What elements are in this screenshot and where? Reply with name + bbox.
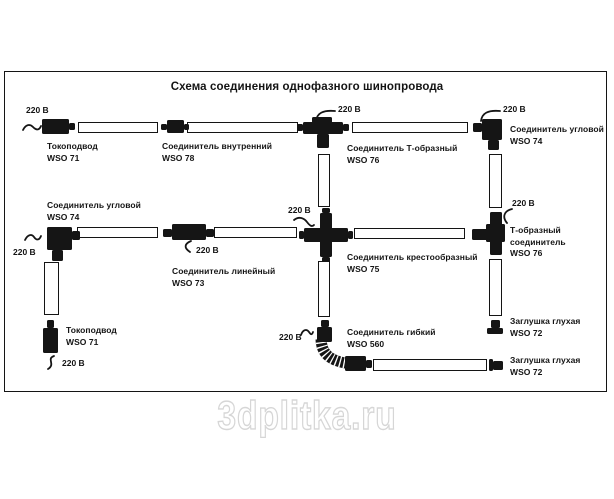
track-segment [187,122,298,133]
component-code: WSO 75 [347,263,380,274]
connector-body [172,224,206,240]
voltage-label: 220 В [62,358,85,368]
wire-squiggle-icon [300,327,314,338]
connector-nub [348,231,353,239]
connector-body [317,327,332,342]
connector-body [345,356,366,371]
connector-nub [184,124,189,130]
connector-stem [488,140,499,150]
component-name: Заглушка глухая [510,355,581,365]
component-code: WSO 76 [510,248,543,258]
track-segment [78,122,158,133]
wire-hook-icon [500,208,514,225]
component-code: WSO 73 [172,277,205,288]
label-endcap-right-bottom [510,355,580,378]
connector-nub [366,360,372,368]
label-feed-top [47,141,98,164]
label-internal-connector [162,141,272,164]
component-code: WSO 78 [162,152,195,163]
component-name: Соединитель линейный [172,266,276,276]
connector-nub [72,231,80,240]
component-name: Токоподвод [47,141,98,151]
track-segment-vertical [318,154,330,207]
track-segment [214,227,297,238]
label-corner-mid-left [47,200,141,223]
component-name: Соединитель гибкий [347,327,436,337]
component-code: WSO 72 [510,327,543,338]
component-name: Соединитель угловой [510,124,604,134]
connector-nub [163,229,172,237]
wire-hook-icon [293,216,315,228]
component-name: Соединитель угловой [47,200,141,210]
label-cross-connector [347,252,478,275]
wire-hook-icon [183,240,193,253]
connector-nub [297,124,303,131]
connector-nub [299,231,304,239]
connector-body [304,228,348,242]
connector-nub [206,229,214,237]
label-feed-bottom [66,325,117,348]
component-code: WSO 71 [66,336,99,347]
connector-body [167,120,184,133]
connector-nub [322,257,330,262]
component-name: Т-образный [510,225,561,235]
connector-nub [473,123,482,132]
connector-body [43,328,58,353]
connector-stem [52,250,63,261]
diagram-title: Схема соединения однофазного шинопровода [170,81,444,93]
track-segment-vertical [44,262,59,315]
component-name: Соединитель Т-образный [347,143,458,153]
track-segment [352,122,468,133]
label-flex-connector [347,327,436,350]
component-code: WSO 71 [47,152,80,163]
component-code: WSO 72 [510,366,543,377]
connector-nub [321,320,329,327]
component-name: соединитель [510,236,566,247]
component-name: Соединитель крестообразный [347,252,478,262]
wire-squiggle-icon [24,232,42,243]
connector-stem [317,134,329,148]
connector-nub [69,123,75,130]
component-code: WSO 74 [47,211,80,222]
voltage-label: 220 В [512,198,535,208]
component-code: WSO 76 [347,154,380,165]
wire-squiggle-icon [22,121,42,134]
connector-nub [47,320,54,328]
label-linear-connector [172,266,275,289]
component-code: WSO 560 [347,338,385,349]
component-name: Токоподвод [66,325,117,335]
component-code: WSO 74 [510,135,543,146]
component-name: Соединитель внутренний [162,141,273,151]
connector-body [42,119,69,134]
voltage-label: 220 В [288,205,311,215]
track-segment-vertical [489,259,502,316]
voltage-label: 220 В [338,104,361,114]
voltage-label: 220 В [503,104,526,114]
voltage-label: 220 В [279,332,302,342]
voltage-label: 220 В [13,247,36,257]
track-segment-vertical [318,261,330,317]
wire-squiggle-icon [45,355,57,371]
cap-base [493,361,503,370]
label-endcap-right-top [510,316,580,339]
track-segment [373,359,487,371]
watermark: 3dplitka.ru [217,394,397,438]
label-tee-top [347,143,457,166]
voltage-label: 220 В [196,245,219,255]
track-segment [77,227,158,238]
connector-body [47,227,72,250]
connector-body [482,119,502,140]
cap-stem [491,320,500,328]
component-name: Заглушка глухая [510,316,581,326]
label-corner-top-right [510,124,604,147]
connector-nub [343,124,349,131]
track-segment-vertical [489,154,502,208]
voltage-label: 220 В [26,105,49,115]
connector-nub [322,208,330,213]
connector-stem [472,229,490,240]
cap-base [487,328,503,334]
track-segment [354,228,465,239]
connector-body [303,122,343,134]
label-tee-right [510,225,566,260]
